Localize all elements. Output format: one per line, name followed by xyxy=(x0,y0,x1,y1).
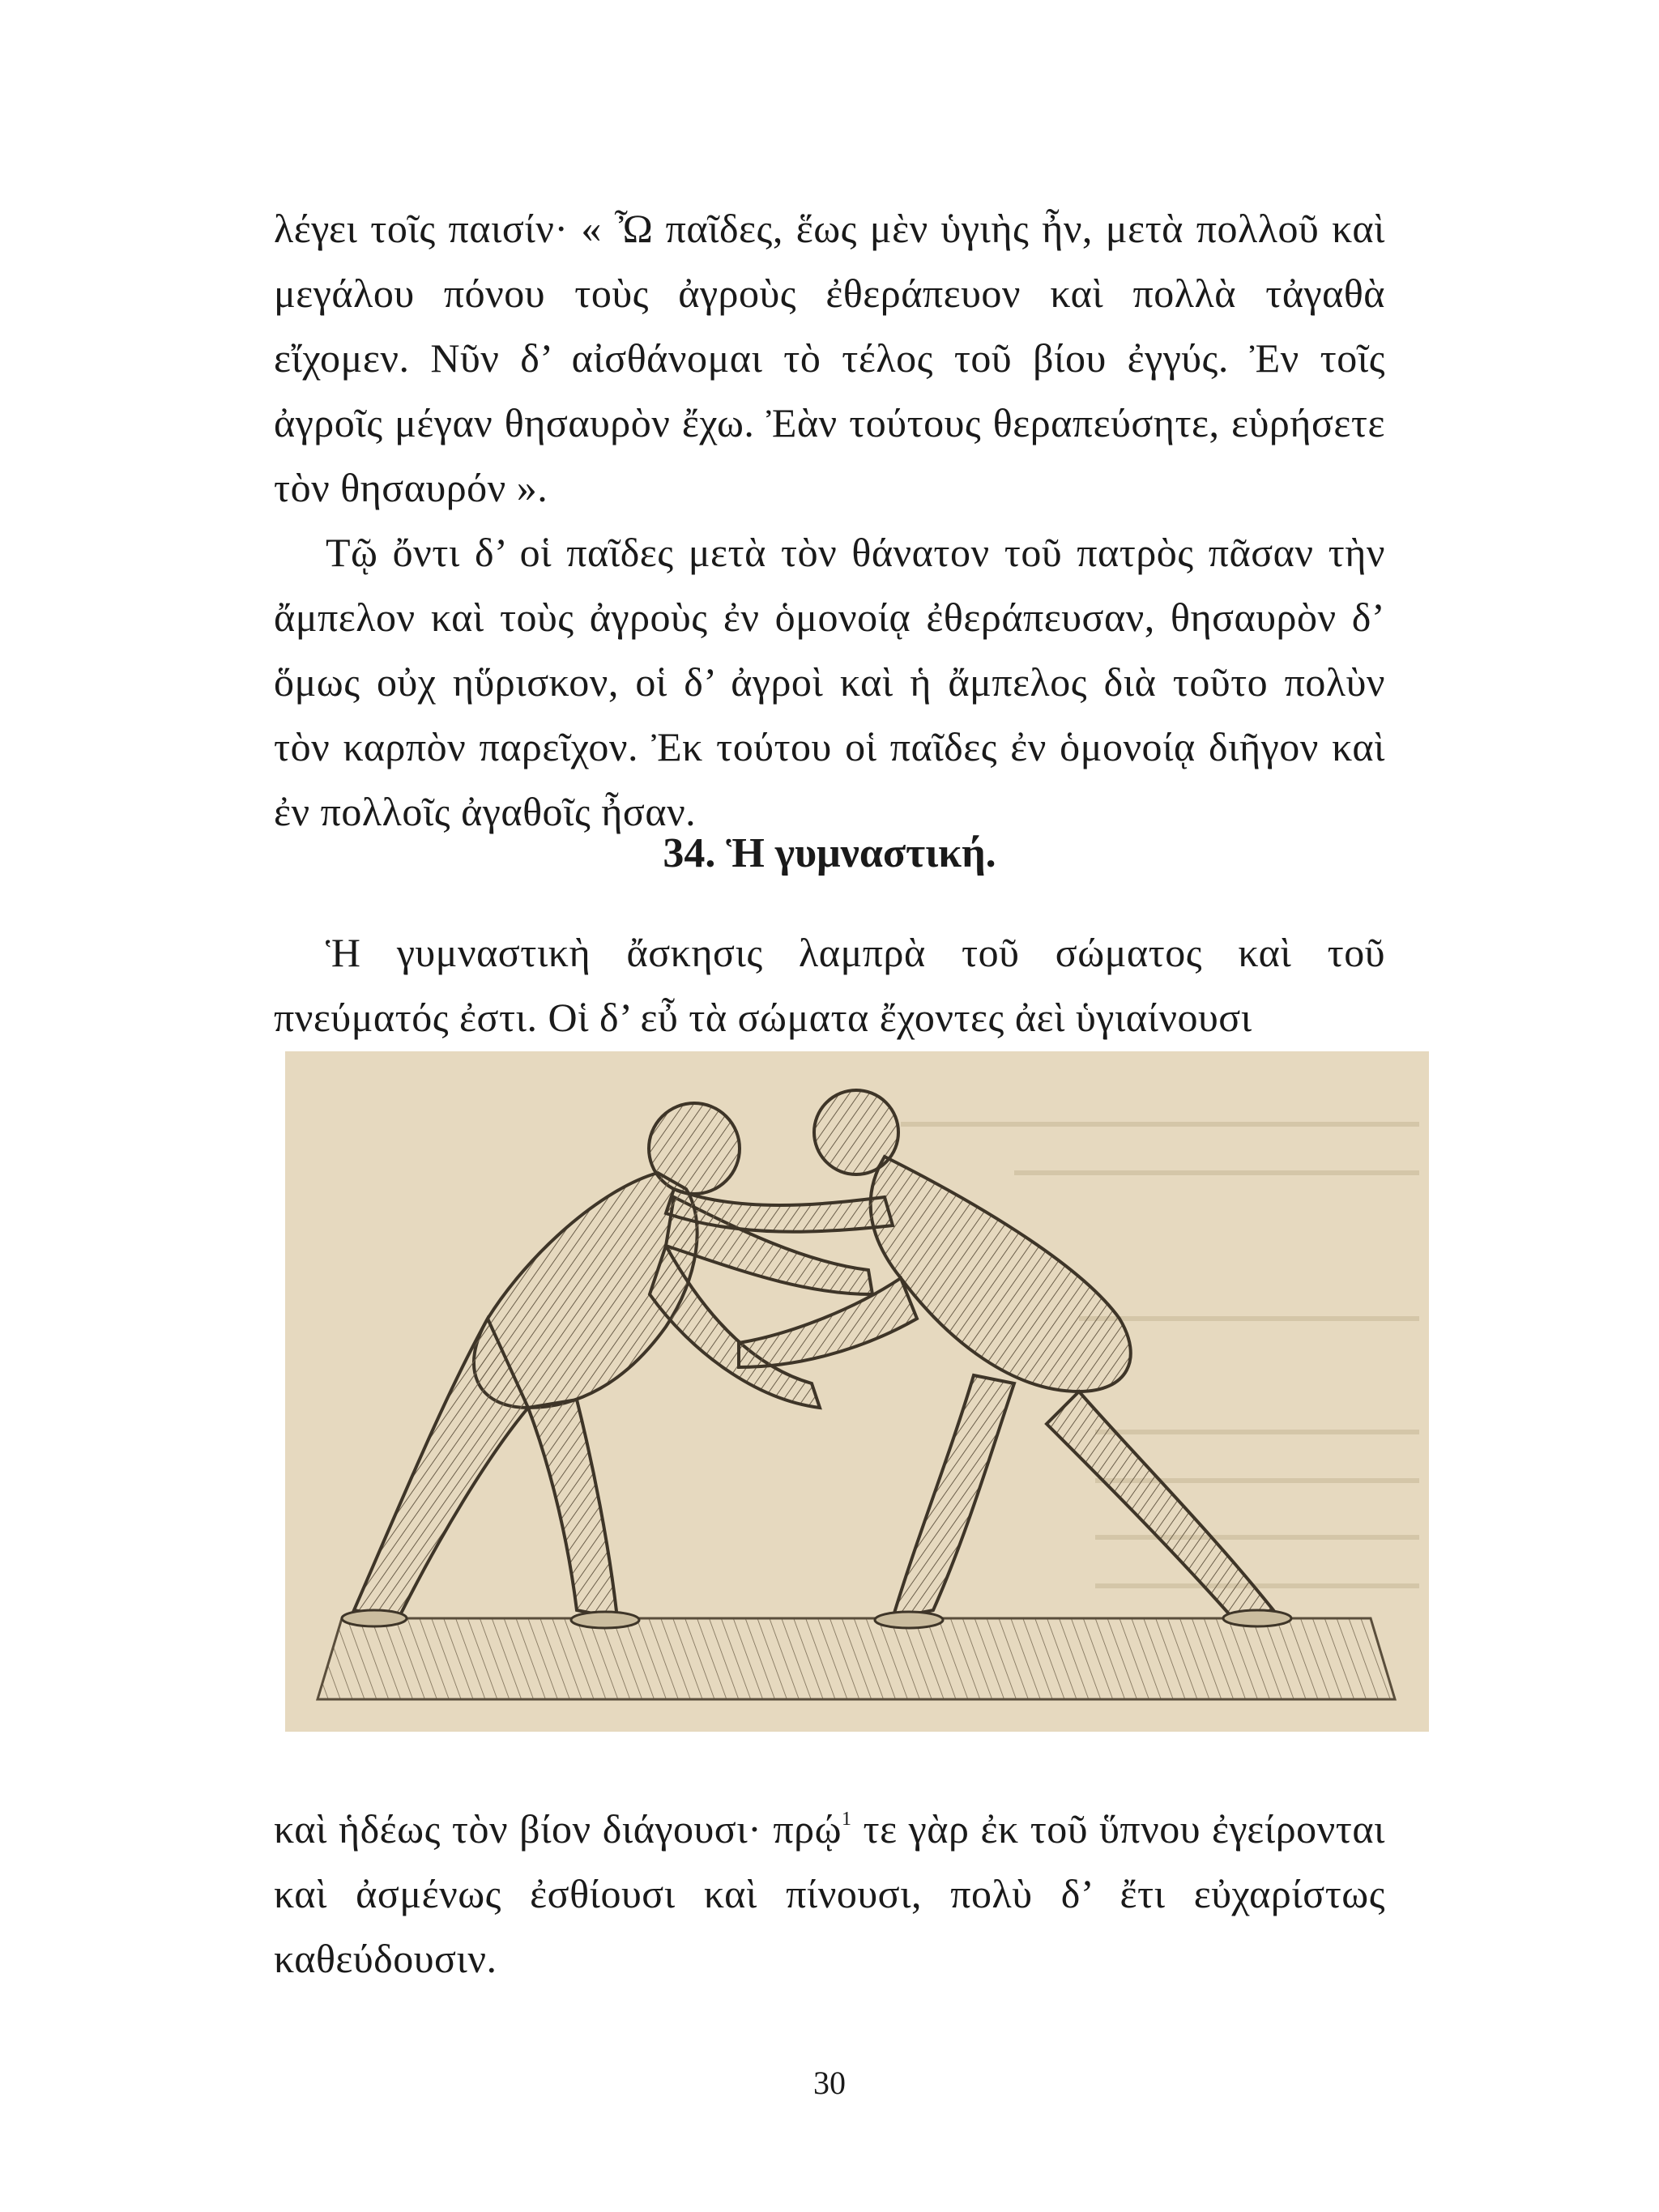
paragraph-2: Τῷ ὄντι δ’ οἱ παῖδες μετὰ τὸν θάνατον τοῦ πατρὸς πᾶσαν τὴν ἄμπελον καὶ τοὺς ἀγροὺς ἐν ὁμονοίᾳ ἐθεράπευσαν, θησαυρὸν δ’ ὅμως οὐχ ηὕρισκον, οἱ δ’ ἀγροὶ καὶ ἡ ἄμπελος διὰ τοῦτο πολὺν τὸν καρπὸν παρεῖχον. Ἐκ τούτου οἱ παῖδες ἐν ὁμονοίᾳ διῆγον καὶ ἐν πολλοῖς ἀγαθοῖς ἦσαν. xyxy=(274,530,1385,834)
section-2-continued xyxy=(274,1796,1385,1991)
wrestlers-illustration xyxy=(285,1051,1429,1732)
page-number: 30 xyxy=(813,2065,846,2101)
paragraph-4-part1: καὶ ἡδέως τὸν βίον διάγουσι· πρῴ xyxy=(274,1806,842,1852)
ground xyxy=(318,1618,1395,1699)
section-1-text xyxy=(274,196,1385,844)
paragraph-4-part2: τε γὰρ ἐκ τοῦ ὕπνου ἐγείρονται καὶ ἀσμένως ἐσθίουσι καὶ πίνουσι, πολὺ δ’ ἔτι εὐχαρίστως καθεύδουσιν. xyxy=(274,1806,1385,1981)
paragraph-3: Ἡ γυμναστικὴ ἄσκησις λαμπρὰ τοῦ σώματος καὶ τοῦ πνεύματός ἐστι. Οἱ δ’ εὖ τὰ σώματα ἔχοντες ἀεὶ ὑγιαίνουσι xyxy=(274,930,1385,1040)
paragraph-4 xyxy=(274,1796,1385,1991)
wrestlers-engraving xyxy=(285,1051,1429,1732)
footnote-marker[interactable]: 1 xyxy=(841,1809,852,1830)
section-title: 34. Ἡ γυμναστική. xyxy=(663,830,996,876)
paragraph-1: λέγει τοῖς παισίν· « Ὦ παῖδες, ἕως μὲν ὑγιὴς ἦν, μετὰ πολλοῦ καὶ μεγάλου πόνου τοὺς ἀγροὺς ἐθεράπευον καὶ πολλὰ τἀγαθὰ εἴχομεν. Νῦν δ’ αἰσθάνομαι τὸ τέλος τοῦ βίου ἐγγύς. Ἐν τοῖς ἀγροῖς μέγαν θησαυρὸν ἔχω. Ἐὰν τούτους θεραπεύσητε, εὑρήσετε τὸν θησαυρόν ». xyxy=(274,206,1385,510)
section-2-intro xyxy=(274,920,1385,1050)
